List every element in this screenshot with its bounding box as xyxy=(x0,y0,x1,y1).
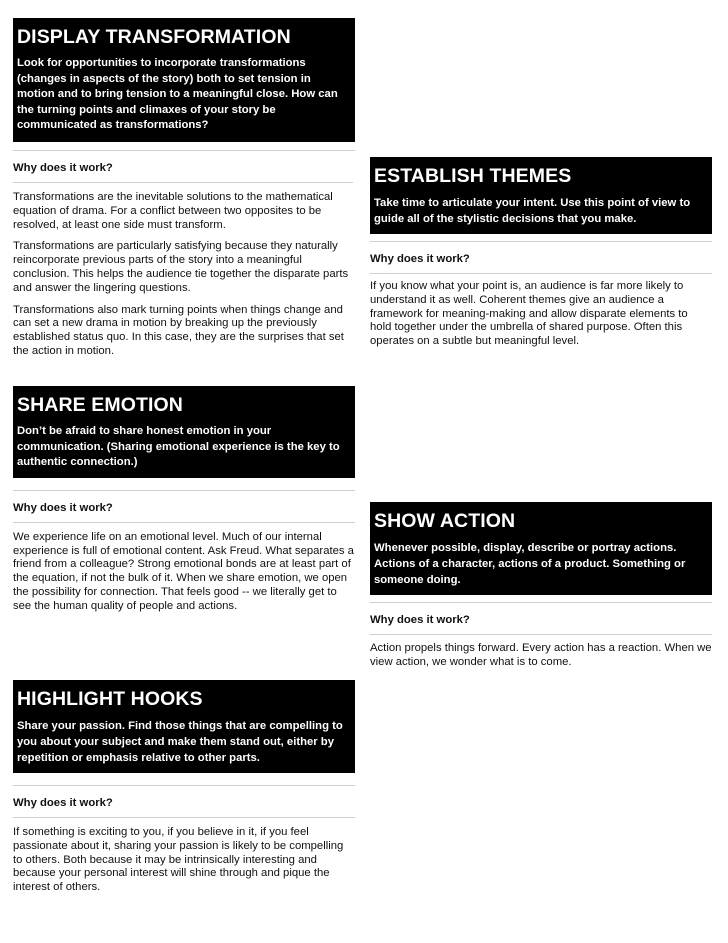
divider xyxy=(370,634,712,635)
section-intro: Look for opportunities to incorporate transformations (changes in aspects of the story) both to set tension in motion and to bring tension to a meaningful close. How can the turning points and climaxes of your story be communicated as transformations? xyxy=(17,57,338,132)
section-establish-themes xyxy=(370,157,712,349)
why-heading: Why does it work? xyxy=(13,797,113,809)
divider xyxy=(13,150,355,151)
divider xyxy=(370,602,712,603)
why-heading: Why does it work? xyxy=(13,161,113,174)
why-heading: Why does it work? xyxy=(13,501,113,514)
divider xyxy=(13,817,355,818)
divider xyxy=(370,241,712,242)
body-paragraph: If something is exciting to you, if you believe in it, if you feel passionate about it, sharing your passion is likely to be compelling to others. Both because it may be intrinsically interesting and because your personal interest will shine through and pique the interest of others. xyxy=(13,826,344,894)
section-intro: Don’t be afraid to share honest emotion in your communication. (Sharing emotional experience is the key to authentic connection.) xyxy=(17,425,340,469)
section-header xyxy=(370,502,712,595)
why-heading: Why does it work? xyxy=(370,614,470,626)
section-intro: Whenever possible, display, describe or portray actions. Actions of a character, actions of a product. Something or someone doing. xyxy=(374,542,686,586)
divider xyxy=(13,182,353,183)
divider xyxy=(13,522,355,523)
section-title: DISPLAY TRANSFORMATION xyxy=(17,26,291,48)
divider xyxy=(13,490,355,491)
body-paragraph: We experience life on an emotional level. Much of our internal experience is full of emotional content. Ask Freud. What separates a friend from a colleague? Strong emotional bonds are at least part of the equation, if not the bulk of it. When we share emotion, we open the possibility for connection. That feels good -- we literally get to see the human quality of people and actions. xyxy=(13,530,354,612)
section-highlight-hooks xyxy=(13,680,355,895)
why-heading: Why does it work? xyxy=(370,253,470,265)
section-title: SHOW ACTION xyxy=(374,510,516,532)
section-title: HIGHLIGHT HOOKS xyxy=(17,688,203,710)
body-paragraph: Action propels things forward. Every action has a reaction. When we view action, we wonder what is to come. xyxy=(370,642,712,668)
body-paragraph: Transformations also mark turning points when things change and can set a new drama in motion by breaking up the previously established status quo. In this case, they are the surprises that set the action in motion. xyxy=(13,303,344,357)
section-title: ESTABLISH THEMES xyxy=(374,165,572,187)
section-intro: Take time to articulate your intent. Use this point of view to guide all of the stylistic decisions that you make. xyxy=(374,197,691,225)
section-title: SHARE EMOTION xyxy=(17,394,183,416)
divider xyxy=(13,785,355,786)
divider xyxy=(370,273,712,274)
body-paragraph: If you know what your point is, an audience is far more likely to understand it as well. Coherent themes give an audience a framework for meaning-making and allow disparate elements to hold together under the umbrella of shared purpose. Often this operates on a subtle but meaningful level. xyxy=(370,280,688,348)
body-paragraph: Transformations are particularly satisfying because they naturally reincorporate previous parts of the story into a meaningful conclusion. This helps the audience tie together the disparate parts and answer the lingering questions. xyxy=(13,240,349,294)
section-show-action xyxy=(370,502,712,670)
section-header xyxy=(13,386,355,478)
section-intro: Share your passion. Find those things that are compelling to you about your subject and make them stand out, either by repetition or emphasis relative to other parts. xyxy=(17,720,343,764)
section-header xyxy=(370,157,712,234)
section-share-emotion xyxy=(13,386,355,614)
section-header xyxy=(13,18,355,142)
body-paragraph: Transformations are the inevitable solutions to the mathematical equation of drama. For a conflict between two opposites to be resolved, at least one side must transform. xyxy=(13,190,333,231)
section-display-transformation xyxy=(13,18,355,359)
section-header xyxy=(13,680,355,773)
